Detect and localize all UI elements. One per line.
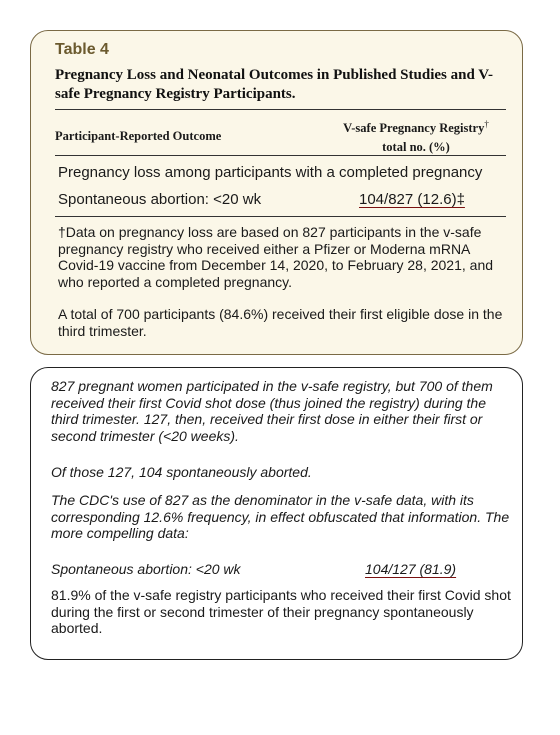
column-header-outcome: Participant-Reported Outcome <box>55 129 222 143</box>
header-bottom-rule <box>55 155 506 156</box>
section-heading: Pregnancy loss among participants with a completed pregnancy <box>58 164 483 181</box>
dagger-mark: † <box>484 119 489 129</box>
commentary-row-value: 104/127 (81.9) <box>365 561 457 577</box>
commentary-row-label: Spontaneous abortion: <20 wk <box>51 561 241 577</box>
header-top-rule <box>55 109 506 110</box>
table-label: Table 4 <box>55 41 109 58</box>
commentary-card <box>30 367 523 660</box>
row-value: 104/827 (12.6)‡ <box>359 191 465 208</box>
table-title: Pregnancy Loss and Neonatal Outcomes in Published Studies and V-safe Pregnancy Registry Participants. <box>55 67 493 102</box>
column-header-registry <box>321 115 511 157</box>
commentary-paragraph-3: The CDC's use of 827 as the denominator in the v-safe data, with its corresponding 12.6% frequency, in effect obfuscated that information. The more compelling data: <box>51 492 510 541</box>
table-bottom-rule <box>55 216 506 217</box>
commentary-conclusion: 81.9% of the v-safe registry participants who received their first Covid shot during the first or second trimester of their pregnancy spontaneously aborted. <box>51 587 511 636</box>
footnote-trimester: A total of 700 participants (84.6%) received their first eligible dose in the third trimester. <box>58 306 503 339</box>
column-header-registry-title: V-safe Pregnancy Registry <box>343 121 485 136</box>
footnote-dagger: †Data on pregnancy loss are based on 827 participants in the v-safe pregnancy registry who received either a Pfizer or Moderna mRNA Covid-19 vaccine from December 14, 2020, to February 28, 2021, and who reported a completed pregnancy. <box>58 224 494 290</box>
commentary-paragraph-1: 827 pregnant women participated in the v-safe registry, but 700 of them received their first Covid shot dose (thus joined the registry) during the third trimester. 127, then, received their first dose in either their first or second trimester (<20 weeks). <box>51 378 493 444</box>
row-label: Spontaneous abortion: <20 wk <box>58 191 262 208</box>
commentary-paragraph-2: Of those 127, 104 spontaneously aborted. <box>51 464 312 480</box>
column-header-registry-sub: total no. (%) <box>382 140 450 155</box>
table-4-card <box>30 30 523 355</box>
